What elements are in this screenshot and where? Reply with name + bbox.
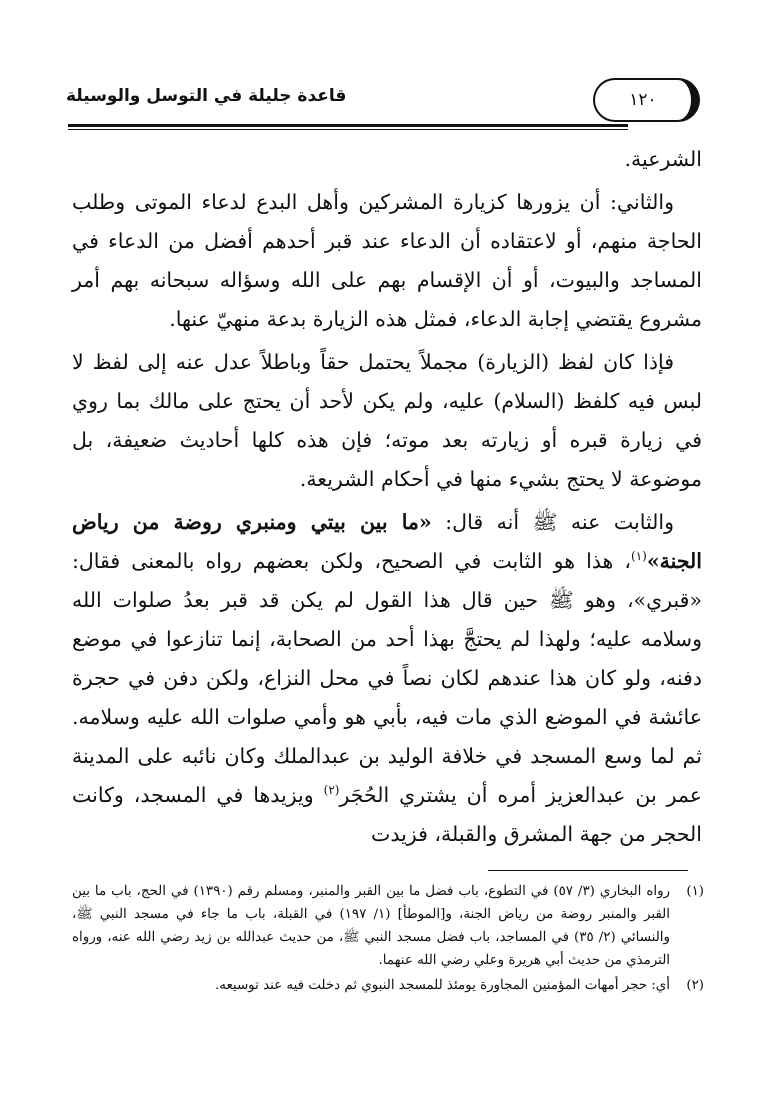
footnote-ref-1[interactable]: (١)	[631, 549, 647, 564]
footnote-ref-2[interactable]: (٢)	[323, 783, 340, 798]
header-rule-thin	[68, 129, 628, 130]
main-text	[72, 140, 702, 858]
paragraph-3-end: ويزيدها في المسجد، وكانت الحجر من جهة المشرق والقبلة، فزيدت	[72, 783, 702, 846]
header-rule-thick	[68, 124, 628, 127]
paragraph-3	[72, 503, 702, 854]
footnote-text: أي: حجر أمهات المؤمنين المجاورة يومئذ للمسجد النبوي ثم دخلت فيه عند توسيعه.	[215, 978, 670, 993]
paragraph-1: والثاني: أن يزورها كزيارة المشركين وأهل البدع لدعاء الموتى وطلب الحاجة منهم، أو لاعتقاده أن الدعاء عند قبر أحدهم أفضل من الدعاء في المساجد والبيوت، أو أن الإقسام بهم على الله وسؤاله سبحانه بهم أمر مشروع يقتضي إجابة الدعاء، فمثل هذه الزيارة بدعة منهيّ عنها.	[72, 190, 702, 331]
paragraph-3-intro: والثابت عنه ﷺ أنه قال:	[431, 510, 674, 534]
page-header	[60, 78, 700, 128]
continued-text: الشرعية.	[624, 147, 702, 171]
footnote-number: (١)	[686, 884, 704, 899]
footnote-2	[72, 974, 704, 997]
paragraph-continued	[72, 140, 702, 179]
footnote-text: رواه البخاري (٣/ ٥٧) في التطوع، باب فضل ما بين القبر والمنبر، ومسلم رقم (١٣٩٠) في الحج، باب ما بين القبر والمنبر روضة من رياض الجنة، و[الموطأ] (١/ ١٩٧) في القبلة، باب ما جاء في مسجد النبي ﷺ، والنسائي (٢/ ٣٥) في المساجد، باب فضل مسجد النبي ﷺ، من حديث عبدالله بن زيد رضي الله عنه، ورواه الترمذي من حديث أبي هريرة وعلي رضي الله عنهما.	[72, 884, 671, 968]
footnotes	[72, 880, 704, 999]
footnote-number: (٢)	[686, 978, 704, 993]
paragraph-2: فإذا كان لفظ (الزيارة) مجملاً يحتمل حقاً وباطلاً عدل عنه إلى لفظ لا لبس فيه كلفظ (السلام) عليه، ولم يكن لأحد أن يحتج على مالك بما روي في زيارة قبره أو زيارته بعد موته؛ فإن هذه كلها أحاديث ضعيفة، بل موضوعة لا يحتج بشيء منها في أحكام الشريعة.	[72, 350, 702, 491]
hadith-quote: «ما بين بيتي ومنبري روضة من رياض الجنة»	[72, 510, 702, 573]
footnote-1	[72, 880, 704, 972]
footnote-separator	[488, 870, 688, 871]
page-number: ١٢٠	[629, 90, 657, 110]
running-title: قاعدة جليلة في التوسل والوسيلة	[66, 86, 347, 106]
paragraph-3-body: ، هذا هو الثابت في الصحيح، ولكن بعضهم رواه بالمعنى فقال: «قبري»، وهو ﷺ حين قال هذا القول لم يكن قد قبر بعدُ صلوات الله وسلامه عليه؛ ولهذا لم يحتجَّ بهذا أحد من الصحابة، إنما تنازعوا في موضع دفنه، ولو كان هذا عندهم لكان نصاً في محل النزاع، ولكن دفن في حجرة عائشة في الموضع الذي مات فيه، بأبي هو وأمي صلوات الله عليه وسلامه. ثم لما وسع المسجد في خلافة الوليد بن عبدالملك وكان نائبه على المدينة عمر بن عبدالعزيز أمره أن يشتري الحُجَر	[72, 549, 703, 807]
page-number-badge	[593, 78, 700, 122]
